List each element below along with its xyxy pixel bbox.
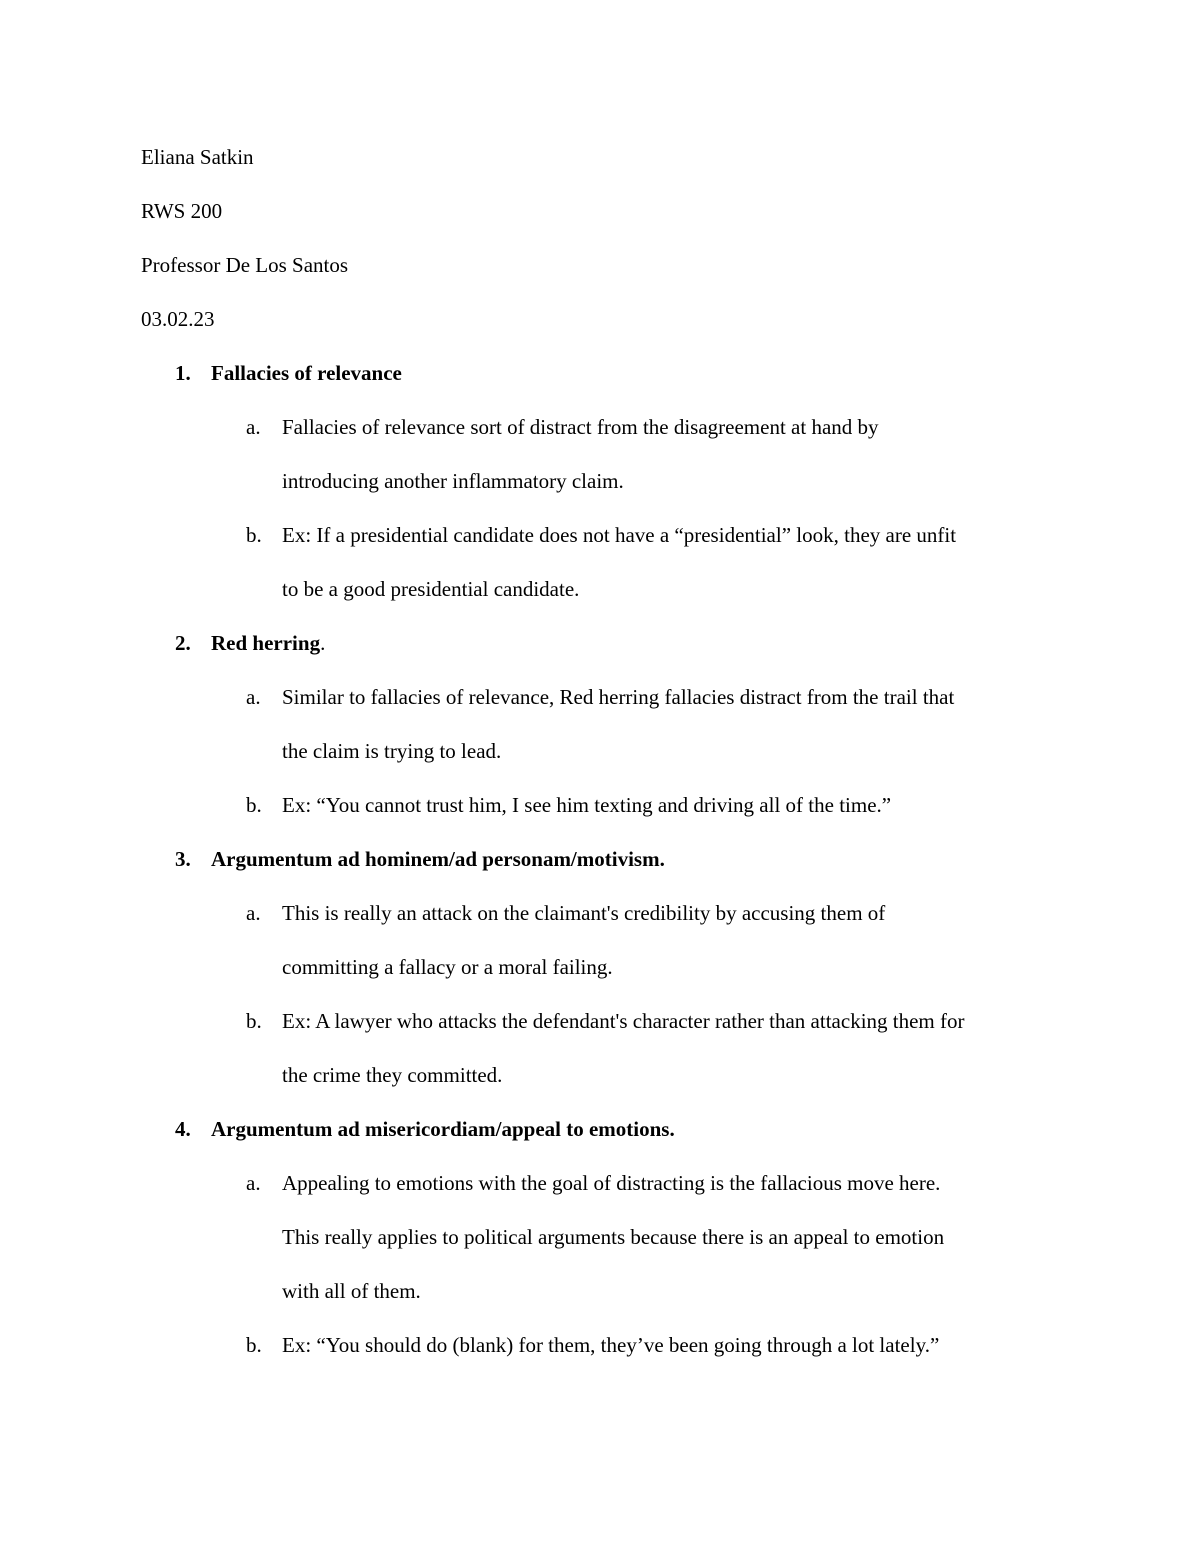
sub-item-text: Fallacies of relevance sort of distract from the disagreement at hand by [282, 415, 879, 439]
professor-name: Professor De Los Santos [141, 253, 349, 277]
sub-item-text: Ex: “You cannot trust him, I see him texting and driving all of the time.” [282, 793, 892, 817]
sub-item-text: Ex: “You should do (blank) for them, they’ve been going through a lot lately.” [282, 1333, 940, 1357]
sub-item-letter: b. [246, 793, 262, 817]
sub-item-text: the crime they committed. [282, 1063, 503, 1087]
author-name: Eliana Satkin [141, 145, 254, 169]
sub-item-text: Appealing to emotions with the goal of distracting is the fallacious move here. [282, 1171, 941, 1195]
sub-item-letter: b. [246, 1333, 262, 1357]
course-name: RWS 200 [141, 199, 223, 223]
list-item-heading [211, 631, 325, 656]
list-item-heading [211, 361, 402, 386]
sub-item-letter: a. [246, 1171, 261, 1195]
list-item-number: 1. [175, 361, 191, 385]
list-item-heading [211, 847, 665, 872]
sub-item-text: This really applies to political arguments because there is an appeal to emotion [282, 1225, 945, 1249]
sub-item-letter: b. [246, 523, 262, 547]
sub-item-text: to be a good presidential candidate. [282, 577, 580, 601]
list-item-heading-text: Argumentum ad hominem/ad personam/motivism. [211, 847, 665, 871]
sub-item-text: with all of them. [282, 1279, 421, 1303]
list-item-number: 4. [175, 1117, 191, 1141]
list-item-heading-text: Argumentum ad misericordiam/appeal to emotions. [211, 1117, 675, 1141]
document-date: 03.02.23 [141, 307, 215, 331]
sub-item-letter: a. [246, 415, 261, 439]
sub-item-letter: a. [246, 901, 261, 925]
list-item-number: 3. [175, 847, 191, 871]
list-item-number: 2. [175, 631, 191, 655]
list-item-heading-tail: . [320, 631, 326, 655]
sub-item-text: the claim is trying to lead. [282, 739, 502, 763]
list-item-heading-text: Red herring [211, 631, 321, 655]
sub-item-text: committing a fallacy or a moral failing. [282, 955, 613, 979]
list-item-heading [211, 1117, 675, 1142]
sub-item-text: This is really an attack on the claimant's credibility by accusing them of [282, 901, 886, 925]
sub-item-text: Similar to fallacies of relevance, Red herring fallacies distract from the trail that [282, 685, 955, 709]
sub-item-text: Ex: If a presidential candidate does not have a “presidential” look, they are unfit [282, 523, 957, 547]
sub-item-text: Ex: A lawyer who attacks the defendant's character rather than attacking them for [282, 1009, 965, 1033]
sub-item-letter: b. [246, 1009, 262, 1033]
sub-item-text: introducing another inflammatory claim. [282, 469, 624, 493]
list-item-heading-text: Fallacies of relevance [211, 361, 402, 385]
sub-item-letter: a. [246, 685, 261, 709]
